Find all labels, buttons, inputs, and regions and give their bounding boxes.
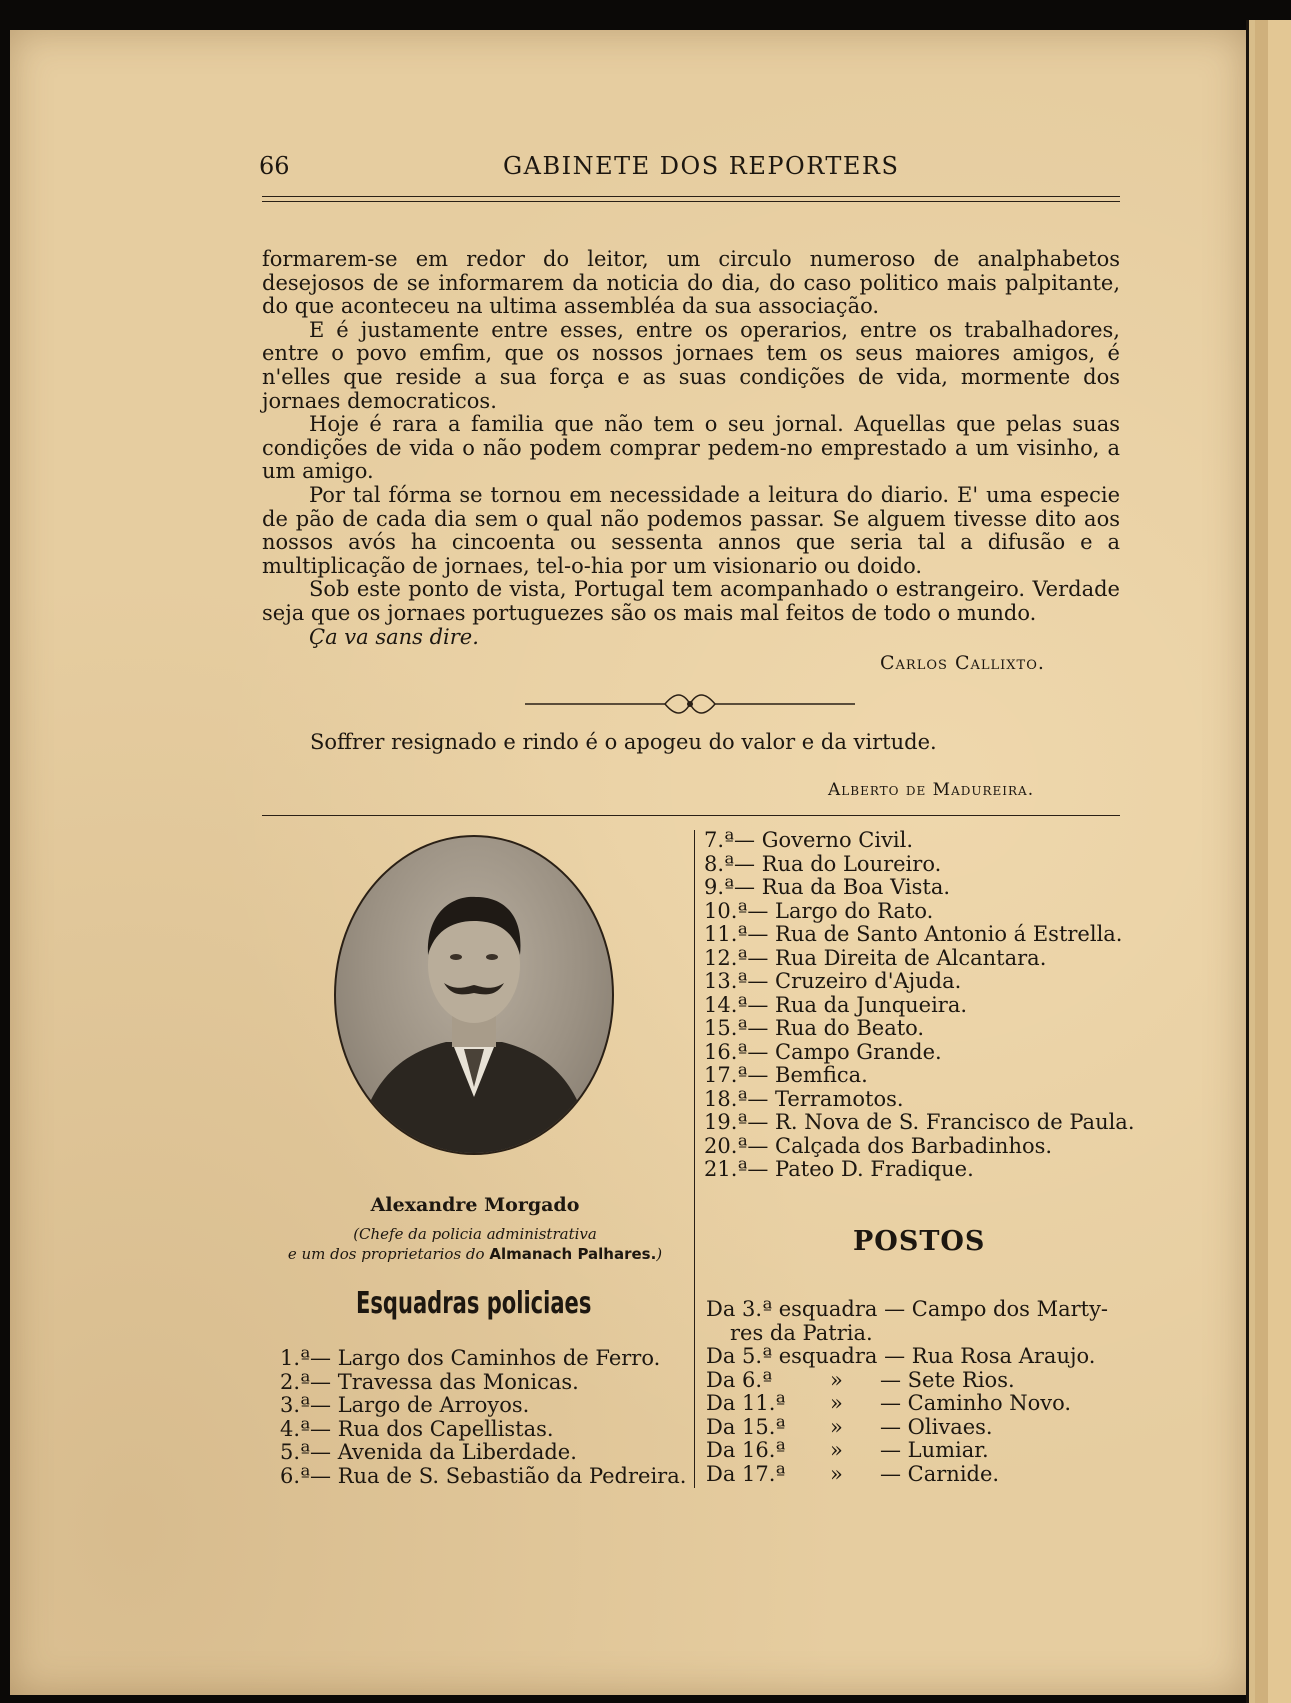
list-item: 11.ª— Rua de Santo Antonio á Estrella. xyxy=(704,922,1123,946)
list-item: 13.ª— Cruzeiro d'Ajuda. xyxy=(704,969,962,993)
postos-cell: — Caminho Novo. xyxy=(880,1391,1072,1415)
role-prefix: e um dos proprietarios do xyxy=(287,1245,485,1263)
section-rule xyxy=(262,815,1120,816)
postos-row xyxy=(706,1439,1126,1463)
postos-cell: Da 6.ª xyxy=(706,1367,773,1392)
postos-row xyxy=(706,1416,1126,1440)
postos-row xyxy=(706,1392,1126,1416)
list-item: 3.ª— Largo de Arroyos. xyxy=(280,1393,530,1417)
postos-line: Da 5.ª esquadra — Rua Rosa Araujo. xyxy=(706,1344,1096,1368)
postos-cell: » xyxy=(830,1391,843,1415)
list-item: 20.ª— Calçada dos Barbadinhos. xyxy=(704,1133,1053,1158)
postos-cell: — Lumiar. xyxy=(880,1438,989,1462)
list-item: 18.ª— Terramotos. xyxy=(704,1086,904,1111)
list-item: 10.ª— Largo do Rato. xyxy=(704,898,934,923)
article-body xyxy=(262,248,1120,649)
postos-cell: Da 15.ª xyxy=(706,1414,786,1439)
portrait-role-line2 xyxy=(260,1244,690,1264)
list-item: 17.ª— Bemfica. xyxy=(704,1063,868,1087)
next-page-edge xyxy=(1246,20,1291,1703)
article-paragraph: formarem-se em redor do leitor, um circulo numeroso de analphabetos desejosos de se informarem da noticia do dia, do caso politico mais palpitante, do que aconteceu na ultima assembléa da sua associação. xyxy=(262,247,1120,319)
list-item: 21.ª— Pateo D. Fradique. xyxy=(704,1157,974,1181)
portrait-role-line1: (Chefe da policia administrativa xyxy=(353,1225,597,1243)
article-closing: Ça va sans dire. xyxy=(309,624,479,649)
postos-cell: — Carnide. xyxy=(880,1461,1000,1486)
postos-line: Da 3.ª esquadra — Campo dos Marty- xyxy=(706,1297,1109,1321)
postos-cell: » xyxy=(830,1461,843,1486)
page-number: 66 xyxy=(259,152,290,180)
list-item: 7.ª— Governo Civil. xyxy=(704,828,914,852)
column-divider xyxy=(694,830,695,1488)
article-paragraph: Por tal fórma se tornou em necessidade a leitura do diario. E' uma especie de pão de cada dia sem o qual não podemos passar. Se alguem tivesse dito aos nossos avós ha cincoenta ou sessenta annos que seria tal a difusão e a multiplicação de jornaes, tel-o-hia por um visionario ou doido. xyxy=(262,482,1120,578)
header-rule xyxy=(262,196,1120,197)
list-item: 5.ª— Avenida da Liberdade. xyxy=(280,1440,577,1464)
almanach-title: Almanach Palhares. xyxy=(489,1245,657,1263)
postos-line: res da Patria. xyxy=(730,1320,873,1345)
portrait-name: Alexandre Morgado xyxy=(370,1194,580,1216)
postos-list xyxy=(706,1298,1126,1486)
postos-cell: » xyxy=(830,1414,843,1439)
list-item: 15.ª— Rua do Beato. xyxy=(704,1016,925,1040)
portrait-role xyxy=(260,1224,690,1264)
list-item: 4.ª— Rua dos Capellistas. xyxy=(280,1416,554,1441)
postos-cell: Da 16.ª xyxy=(706,1438,786,1462)
article-paragraph: E é justamente entre esses, entre os operarios, entre os trabalhadores, entre o povo emfim, que os nossos jornaes tem os seus maiores amigos, é n'elles que reside a sua força e as suas condições de vida, mormente dos jornaes democraticos. xyxy=(262,317,1120,413)
man-portrait-icon xyxy=(336,837,612,1153)
header-rule-thin xyxy=(262,201,1120,202)
list-item: 6.ª— Rua de S. Sebastião da Pedreira. xyxy=(280,1463,687,1488)
list-item: 2.ª— Travessa das Monicas. xyxy=(280,1369,579,1394)
article-paragraph: Sob este ponto de vista, Portugal tem acompanhado o estrangeiro. Verdade seja que os jornaes portuguezes são os mais mal feitos de todo o mundo. xyxy=(262,577,1120,625)
ornament-divider-icon xyxy=(525,684,855,724)
postos-row xyxy=(706,1369,1126,1393)
role-suffix: ) xyxy=(656,1245,663,1263)
list-item: 14.ª— Rua da Junqueira. xyxy=(704,992,968,1017)
postos-cell: — Sete Rios. xyxy=(880,1367,1015,1392)
esquadras-list-left xyxy=(280,1347,686,1488)
postos-cell: — Olivaes. xyxy=(880,1414,993,1439)
postos-row xyxy=(706,1463,1126,1487)
esquadras-title: Esquadras policiaes xyxy=(356,1286,592,1321)
postos-cell: » xyxy=(830,1367,843,1392)
list-item: 19.ª— R. Nova de S. Francisco de Paula. xyxy=(704,1110,1135,1134)
list-item: 16.ª— Campo Grande. xyxy=(704,1039,942,1064)
postos-title: POSTOS xyxy=(853,1226,986,1257)
esquadras-list-right xyxy=(704,829,1135,1182)
portrait-photo xyxy=(334,835,614,1155)
maxim-text: Soffrer resignado e rindo é o apogeu do valor e da virtude. xyxy=(310,730,937,754)
list-item: 8.ª— Rua do Loureiro. xyxy=(704,851,942,876)
maxim-author: Alberto de Madureira. xyxy=(828,780,1035,800)
list-item: 9.ª— Rua da Boa Vista. xyxy=(704,875,951,899)
article-author: Carlos Callixto. xyxy=(880,652,1045,674)
postos-cell: » xyxy=(830,1438,843,1462)
running-header xyxy=(259,152,1119,182)
postos-cell: Da 11.ª xyxy=(706,1391,786,1415)
article-paragraph: Hoje é rara a familia que não tem o seu jornal. Aquellas que pelas suas condições de vida o não podem comprar pedem-no emprestado a um visinho, a um amigo. xyxy=(262,412,1120,484)
running-title: GABINETE DOS REPORTERS xyxy=(503,152,900,180)
list-item: 1.ª— Largo dos Caminhos de Ferro. xyxy=(280,1346,661,1370)
postos-cell: Da 17.ª xyxy=(706,1461,786,1486)
list-item: 12.ª— Rua Direita de Alcantara. xyxy=(704,945,1047,970)
